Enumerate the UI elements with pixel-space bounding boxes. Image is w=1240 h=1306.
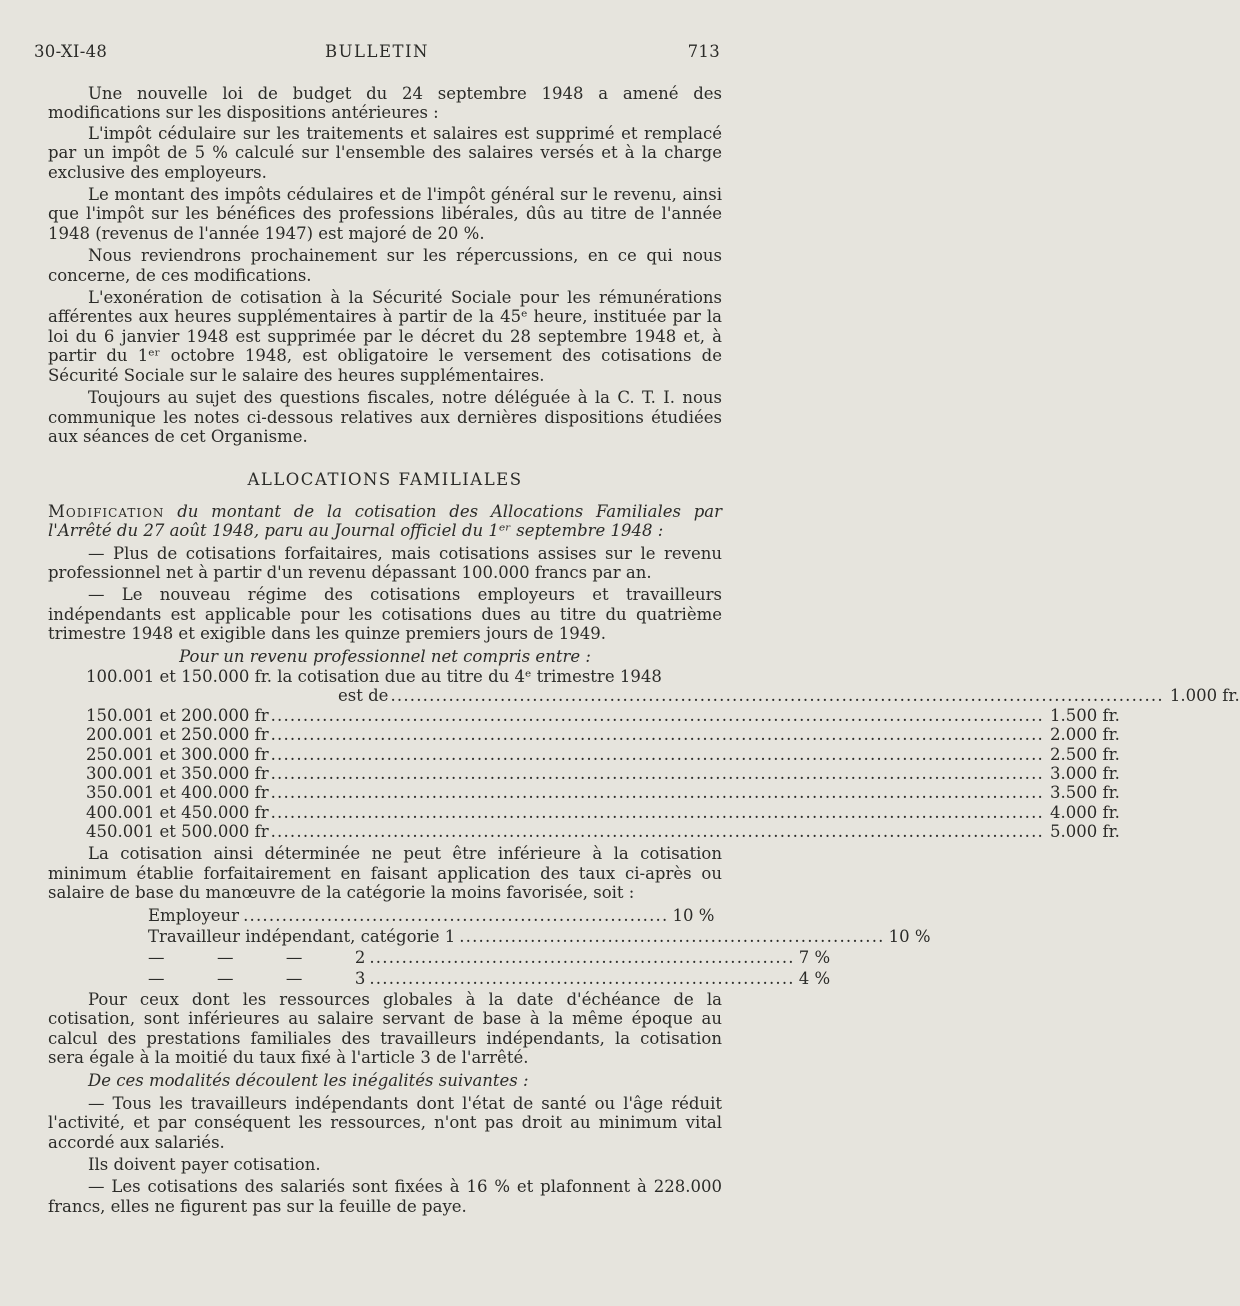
row-value: 2.000 fr. [1049,725,1120,745]
row-value: 1.000 fr. [1169,686,1240,706]
rate-value: 4 % [798,968,831,988]
leader-dots: .................................................................. [243,905,669,925]
table-row [86,783,1120,803]
intro-paragraph: Le montant des impôts cédulaires et de l'impôt général sur le revenu, ainsi que l'impôt sur les bénéfices des professions libérales, dûs au titre de l'année 1948 (revenus de l'année 1947) est majoré de 20 %. [48,185,722,243]
leader-dots: ........................................................................................................................ [270,763,1044,783]
row-label: 150.001 et 200.000 fr [86,705,269,725]
section-heading: ALLOCATIONS FAMILIALES [247,470,523,490]
paragraph: La cotisation ainsi déterminée ne peut être inférieure à la cotisation minimum établie forfaitairement en faisant application des taux ci-après ou salaire de base du manœuvre de la catégorie la moins favorisée, soit : [48,844,722,903]
contribution-table [48,666,1240,842]
table-row [86,744,1120,764]
page-header [34,42,720,66]
leader-dots: .................................................................. [369,968,795,988]
row-label: 400.001 et 450.000 fr [86,802,269,822]
table-row [86,763,1120,783]
row-value: 1.500 fr. [1049,705,1120,725]
row-label: 200.001 et 250.000 fr [86,725,269,745]
modification-text: du montant de la cotisation des Allocations Familiales par l'Arrêté du 27 août 1948, paru au Journal officiel du 1ᵉʳ septembre 1948 : [48,501,722,541]
rate-label: — — — 2 [148,947,366,967]
row-value: 3.000 fr. [1049,763,1120,783]
paragraph: — Tous les travailleurs indépendants dont l'état de santé ou l'âge réduit l'activité, et par conséquent les ressources, n'ont pas droit au minimum vital accordé aux salariés. [48,1093,722,1152]
row-label: 250.001 et 300.000 fr [86,744,269,764]
paragraph: Pour ceux dont les ressources globales à la date d'échéance de la cotisation, sont inférieures au salaire servant de base à la même époque au calcul des prestations familiales des travailleurs indépendants, la cotisation sera égale à la moitié du taux fixé à l'article 3 de l'arrêté. [48,989,722,1067]
paragraph-italic: De ces modalités découlent les inégalités suivantes : [88,1071,529,1091]
header-title: BULLETIN [325,42,429,61]
intro-paragraph: Nous reviendrons prochainement sur les répercussions, en ce qui nous concerne, de ces modifications. [48,246,722,285]
intro-paragraph: Toujours au sujet des questions fiscales, notre déléguée à la C. T. I. nous communique les notes ci-dessous relatives aux dernières dispositions étudiées aux séances de cet Organisme. [48,388,722,446]
table-row [86,725,1120,745]
leader-dots: .................................................................. [459,926,885,946]
paragraph: — Plus de cotisations forfaitaires, mais cotisations assises sur le revenu professionnel net à partir d'un revenu dépassant 100.000 francs par an. [48,543,722,582]
rate-label: — — — 3 [148,968,366,988]
paragraph: — Les cotisations des salariés sont fixées à 16 % et plafonnent à 228.000 francs, elles ne figurent pas sur la feuille de paye. [48,1177,722,1216]
rate-value: 10 % [888,926,931,946]
modification-caps: Modification [48,501,165,521]
row-label: 450.001 et 500.000 fr [86,822,269,842]
header-page-number: 713 [687,42,720,61]
leader-dots: ........................................................................................................................ [270,822,1044,842]
rates-table [48,905,931,990]
row-label: est de [338,686,389,706]
header-date: 30-XI-48 [34,42,108,61]
rate-row [148,947,831,969]
leader-dots: .................................................................. [369,947,795,967]
rate-value: 10 % [672,905,715,925]
modification-paragraph [48,502,722,541]
intro-paragraph: Une nouvelle loi de budget du 24 septembre 1948 a amené des modifications sur les dispositions antérieures : [48,84,722,123]
leader-dots: ........................................................................................................................ [270,783,1044,803]
leader-dots: ........................................................................................................................ [270,705,1044,725]
intro-paragraph: L'impôt cédulaire sur les traitements et salaires est supprimé et remplacé par un impôt de 5 % calculé sur l'ensemble des salaires versés et à la charge exclusive des employeurs. [48,123,722,182]
page-body [48,84,1240,1219]
paragraph: Ils doivent payer cotisation. [88,1154,321,1174]
rate-row [148,905,715,927]
rate-label: Travailleur indépendant, catégorie 1 [148,926,456,946]
leader-dots: ........................................................................................................................ [390,686,1164,706]
row-value: 2.500 fr. [1049,744,1120,764]
rate-value: 7 % [798,947,831,967]
table-row [86,667,722,686]
leader-dots: ........................................................................................................................ [270,802,1044,822]
rate-row [148,926,931,948]
row-value: 3.500 fr. [1049,783,1120,803]
table-row [86,822,1120,842]
row-value: 4.000 fr. [1049,802,1120,822]
intro-paragraph: L'exonération de cotisation à la Sécurité Sociale pour les rémunérations afférentes aux heures supplémentaires à partir de la 45ᵉ heure, instituée par la loi du 6 janvier 1948 est supprimée par le décret du 28 septembre 1948 et, à partir du 1ᵉʳ octobre 1948, est obligatoire le versement des cotisations de Sécurité Sociale sur le salaire des heures supplémentaires. [48,288,722,385]
table-row [86,705,1120,725]
row-label: 300.001 et 350.000 fr [86,763,269,783]
table-caption: Pour un revenu professionnel net compris entre : [179,646,591,666]
row-label: 350.001 et 400.000 fr [86,783,269,803]
leader-dots: ........................................................................................................................ [270,725,1044,745]
row-value: 5.000 fr. [1049,822,1120,842]
rate-label: Employeur [148,905,240,925]
row-label: 100.001 et 150.000 fr. la cotisation due au titre du 4ᵉ trimestre 1948 [86,666,662,686]
rate-row [148,968,831,990]
paragraph: — Le nouveau régime des cotisations employeurs et travailleurs indépendants est applicable pour les cotisations dues au titre du quatrième trimestre 1948 et exigible dans les quinze premiers jours de 1949. [48,585,722,644]
table-row [86,802,1120,822]
leader-dots: ........................................................................................................................ [270,744,1044,764]
table-row [86,686,1240,706]
